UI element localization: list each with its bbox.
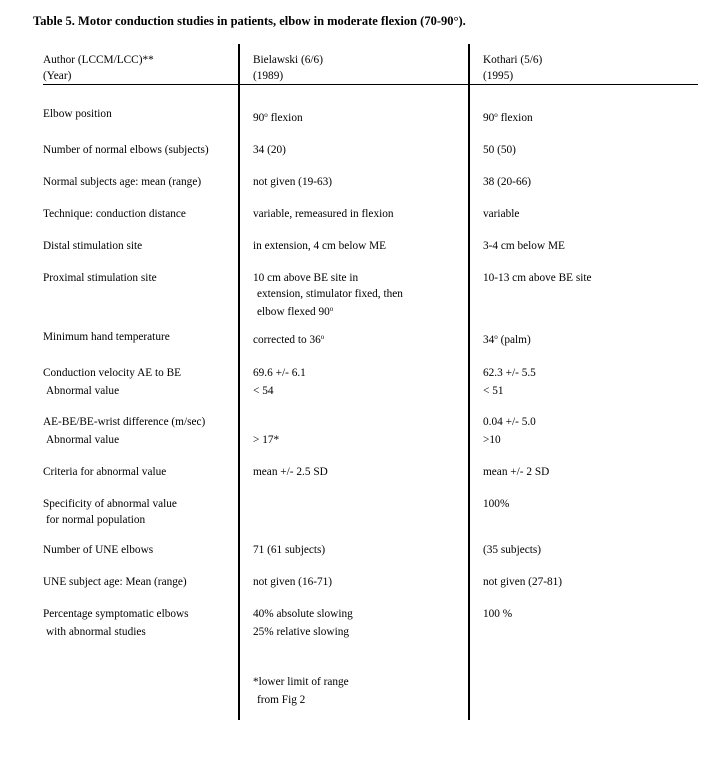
row-label-normal-elbows: Number of normal elbows (subjects)	[43, 144, 209, 156]
cell-kothari-cv-abnormal: < 51	[483, 385, 504, 397]
header-bielawski-year: (1989)	[253, 70, 284, 82]
header-author	[43, 52, 154, 84]
row-label-hand-temp: Minimum hand temperature	[43, 331, 170, 343]
cell-bielawski-une-elbows: 71 (61 subjects)	[253, 544, 326, 556]
row-label-criteria: Criteria for abnormal value	[43, 466, 167, 478]
cell-bielawski-proximal-line1: 10 cm above BE site in	[253, 272, 359, 284]
cell-bielawski-hand-temp: corrected to 36$^o$	[253, 333, 325, 346]
header-author-label: Author (LCCM/LCC)**	[43, 54, 154, 66]
row-label-proximal-site: Proximal stimulation site	[43, 272, 157, 284]
header-year-label: (Year)	[43, 70, 72, 82]
cell-bielawski-relative: 25% relative slowing	[253, 626, 350, 638]
cell-bielawski-absolute: 40% absolute slowing	[253, 608, 353, 620]
row-label-distal-site: Distal stimulation site	[43, 240, 143, 252]
cell-kothari-une-elbows: (35 subjects)	[483, 544, 542, 556]
cell-kothari-diff-abnormal: >10	[483, 434, 501, 446]
row-label-symptomatic	[43, 606, 189, 640]
row-label-une-elbows: Number of UNE elbows	[43, 544, 154, 556]
cell-bielawski-technique: variable, remeasured in flexion	[253, 208, 394, 220]
row-label-specificity-line2: for normal population	[46, 514, 146, 526]
cell-bielawski-proximal-site	[253, 270, 403, 320]
cell-kothari-symptomatic: 100 %	[483, 608, 513, 620]
row-label-conduction-velocity-line1: Conduction velocity AE to BE	[43, 367, 182, 379]
cell-kothari-normal-age: 38 (20-66)	[483, 176, 532, 188]
header-kothari-year: (1995)	[483, 70, 514, 82]
cell-bielawski-normal-elbows: 34 (20)	[253, 144, 286, 156]
cell-bielawski-difference: > 17*	[253, 434, 280, 446]
row-label-difference-line2: Abnormal value	[46, 434, 120, 446]
column-divider-1	[238, 44, 240, 720]
row-label-difference	[43, 414, 205, 448]
table-footnote	[253, 674, 349, 708]
header-kothari-label: Kothari (5/6)	[483, 54, 543, 66]
cell-kothari-distal-site: 3-4 cm below ME	[483, 240, 565, 252]
cell-kothari-proximal-site: 10-13 cm above BE site	[483, 272, 592, 284]
column-divider-2	[468, 44, 470, 720]
cell-kothari-specificity: 100%	[483, 498, 510, 510]
cell-kothari-normal-elbows: 50 (50)	[483, 144, 516, 156]
cell-kothari-elbow-position: 90$^o$ flexion	[483, 111, 533, 124]
cell-bielawski-distal-site: in extension, 4 cm below ME	[253, 240, 387, 252]
cell-bielawski-proximal-line2: extension, stimulator fixed, then	[257, 288, 403, 300]
cell-kothari-criteria: mean +/- 2 SD	[483, 466, 550, 478]
cell-kothari-diff-mean: 0.04 +/- 5.0	[483, 416, 536, 428]
cell-bielawski-symptomatic	[253, 606, 353, 640]
row-label-symptomatic-line2: with abnormal studies	[46, 626, 146, 638]
row-label-une-age: UNE subject age: Mean (range)	[43, 576, 187, 588]
cell-bielawski-elbow-position: 90$^o$ flexion	[253, 111, 303, 124]
cell-bielawski-une-age: not given (16-71)	[253, 576, 333, 588]
footnote-line2: from Fig 2	[257, 694, 306, 706]
cell-kothari-cv-mean: 62.3 +/- 5.5	[483, 367, 536, 379]
row-label-specificity-line1: Specificity of abnormal value	[43, 498, 177, 510]
cell-kothari-conduction-velocity	[483, 365, 536, 399]
header-bielawski	[253, 52, 323, 84]
cell-kothari-une-age: not given (27-81)	[483, 576, 563, 588]
row-label-normal-age: Normal subjects age: mean (range)	[43, 176, 202, 188]
row-label-specificity	[43, 496, 177, 528]
cell-bielawski-cv-mean: 69.6 +/- 6.1	[253, 367, 306, 379]
header-rule	[43, 84, 698, 85]
header-bielawski-label: Bielawski (6/6)	[253, 54, 323, 66]
cell-bielawski-criteria: mean +/- 2.5 SD	[253, 466, 328, 478]
row-label-difference-line1: AE-BE/BE-wrist difference (m/sec)	[43, 416, 206, 428]
cell-kothari-hand-temp: 34$^o$ (palm)	[483, 333, 531, 346]
cell-bielawski-conduction-velocity	[253, 365, 306, 399]
cell-bielawski-normal-age: not given (19-63)	[253, 176, 333, 188]
cell-kothari-technique: variable	[483, 208, 520, 220]
row-label-symptomatic-line1: Percentage symptomatic elbows	[43, 608, 189, 620]
cell-kothari-difference	[483, 414, 536, 448]
row-label-conduction-velocity	[43, 365, 181, 399]
row-label-elbow-position: Elbow position	[43, 108, 112, 120]
row-label-technique: Technique: conduction distance	[43, 208, 186, 220]
cell-bielawski-proximal-line3: elbow flexed 90$^o$	[257, 305, 334, 318]
header-kothari	[483, 52, 542, 84]
cell-bielawski-cv-abnormal: < 54	[253, 385, 274, 397]
footnote-line1: *lower limit of range	[253, 676, 349, 688]
table-caption: Table 5. Motor conduction studies in patients, elbow in moderate flexion (70-90°).	[33, 14, 466, 28]
row-label-conduction-velocity-line2: Abnormal value	[46, 385, 120, 397]
